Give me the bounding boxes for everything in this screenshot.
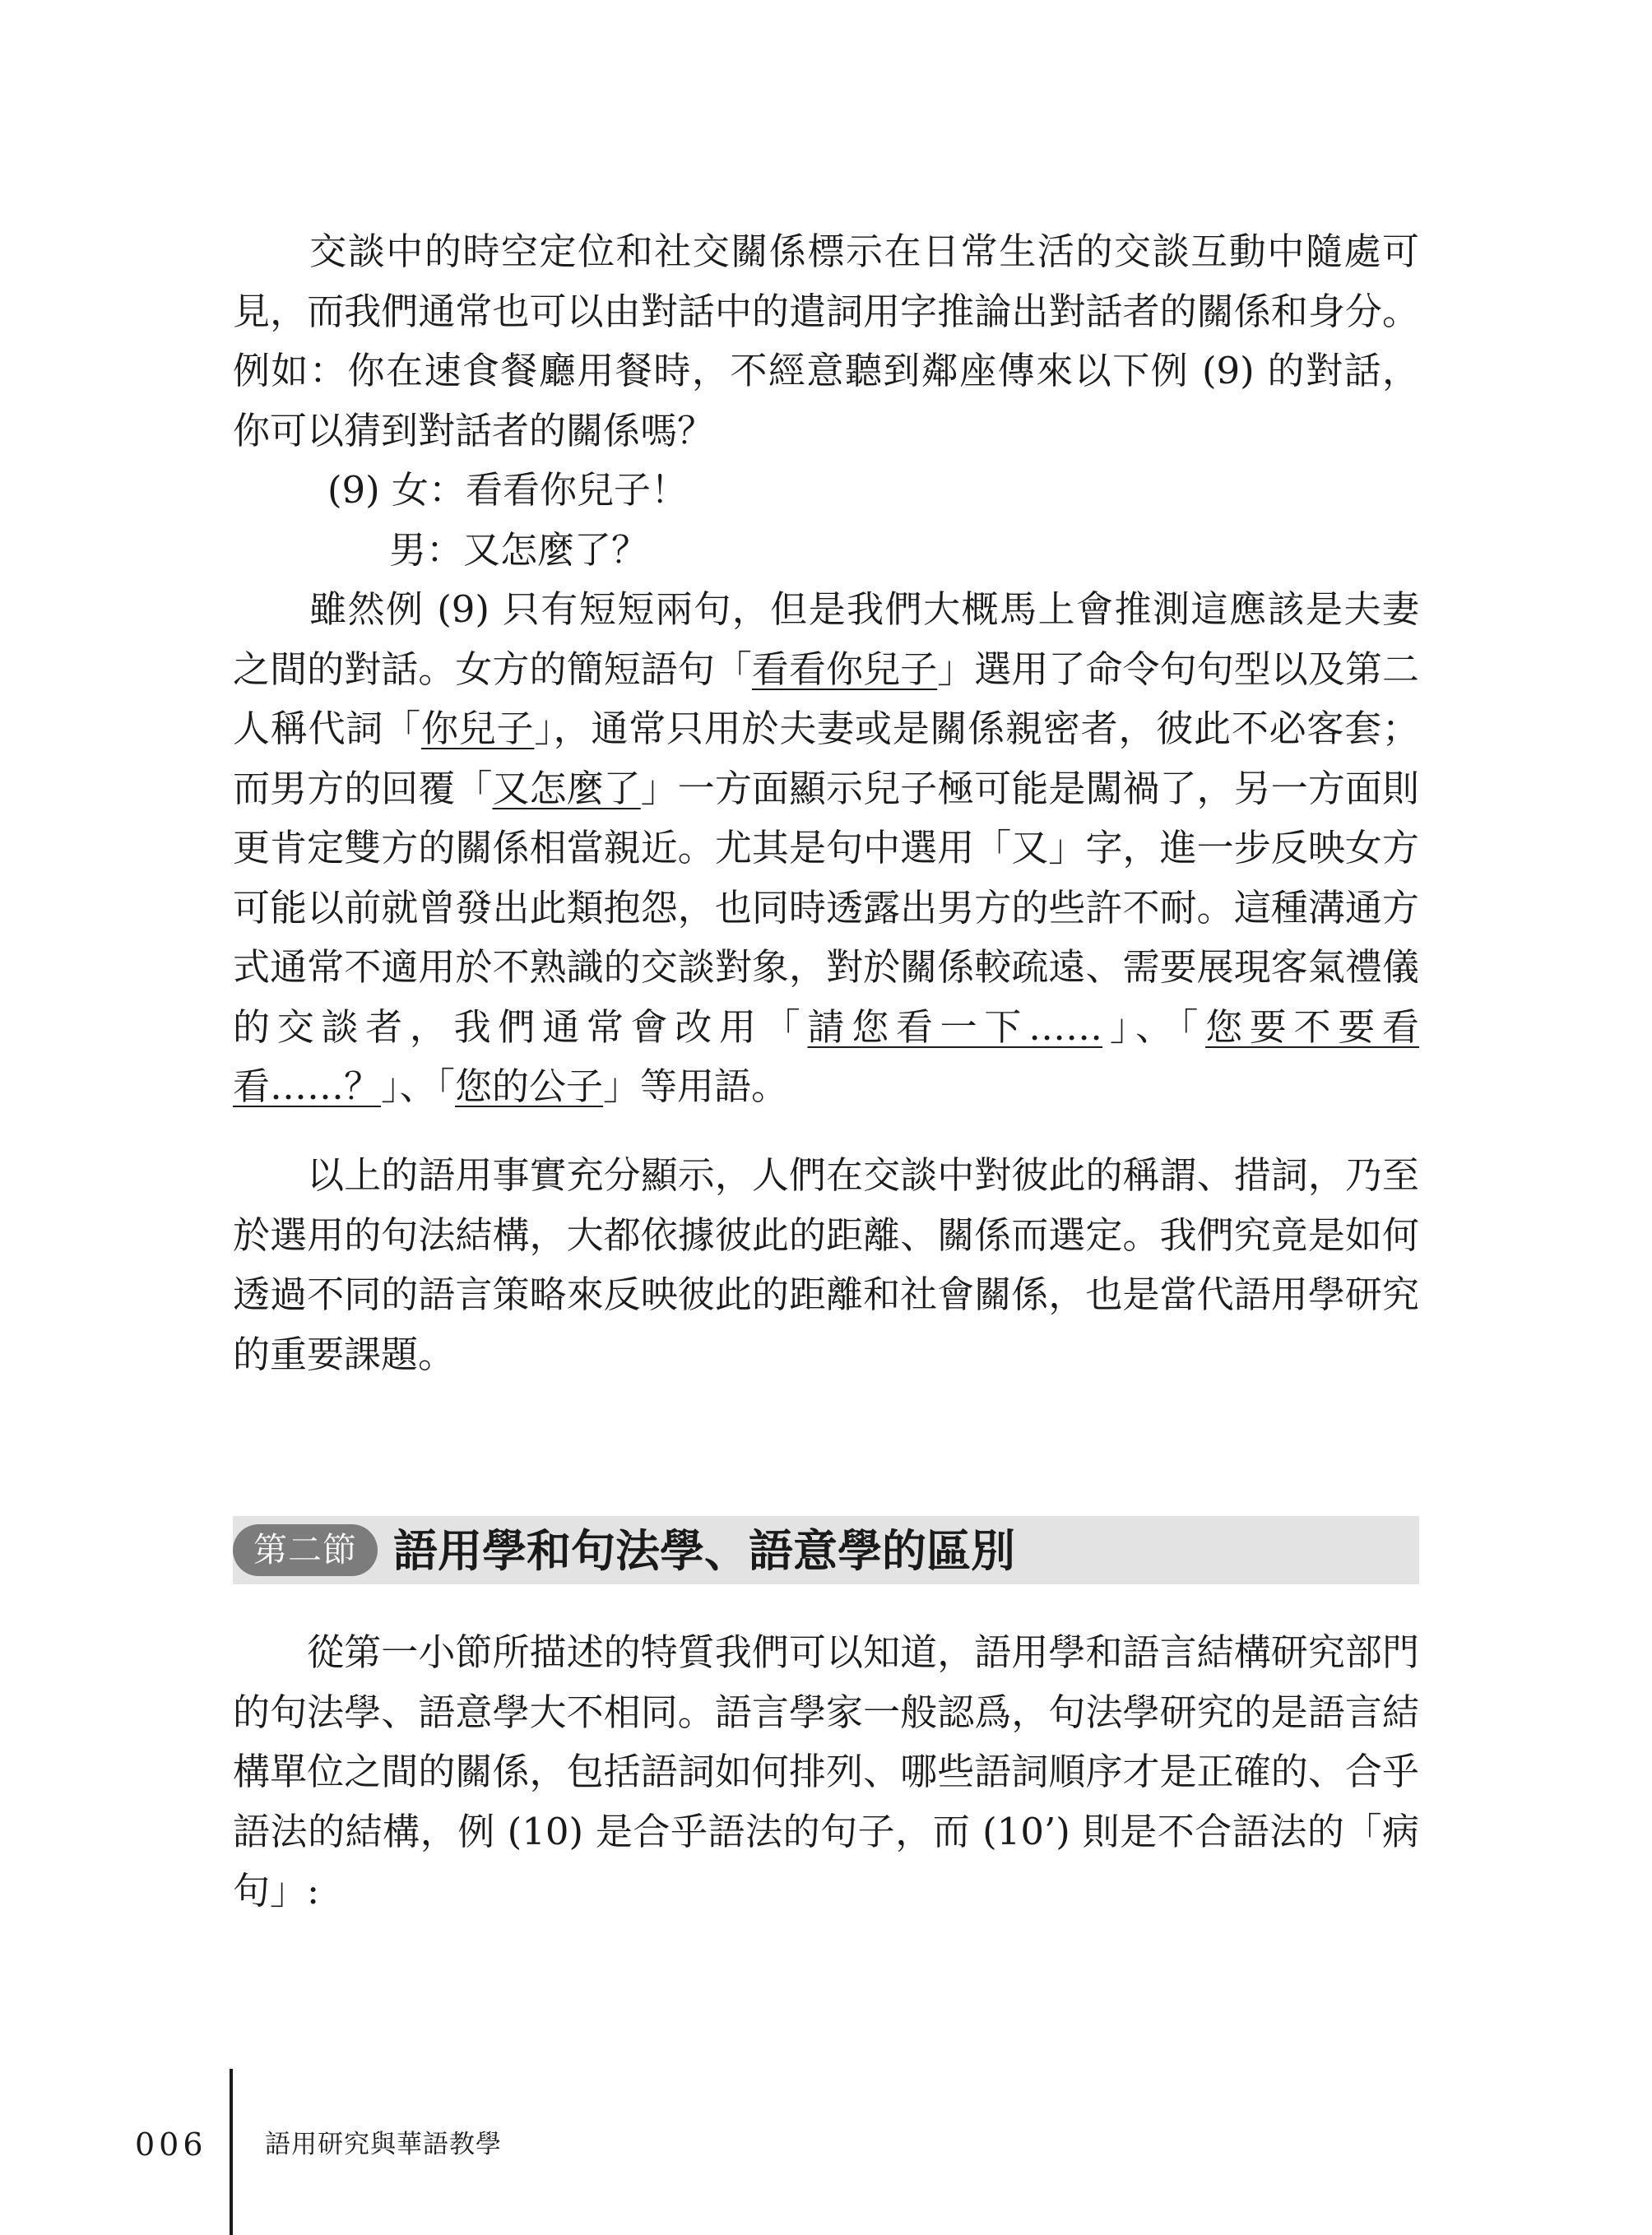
paragraph-intro: 交談中的時空定位和社交關係標示在日常生活的交談互動中隨處可見，而我們通常也可以由對話中的遣詞用字推論出對話者的關係和身分。例如：你在速食餐廳用餐時，不經意聽到鄰座傳來以下例 (9) 的對話，你可以猜到對話者的關係嗎？ xyxy=(233,230,1419,452)
example-9-line-male: 男：又怎麼了？ xyxy=(389,528,649,572)
underlined-phrase: 您的公子 xyxy=(455,1064,604,1108)
underlined-phrase: 你兒子 xyxy=(420,707,535,750)
underlined-phrase: 您要不要看看……？ xyxy=(233,1004,1419,1108)
section-title: 語用學和句法學、語意學的區別 xyxy=(393,1524,1015,1577)
footer-divider xyxy=(230,2069,233,2235)
paragraph-section-two: 從第一小節所描述的特質我們可以知道，語用學和語言結構研究部門的句法學、語意學大不相同。語言學家一般認爲，句法學研究的是語言結構單位之間的關係，包括語詞如何排列、哪些語詞順序才是正確的、合乎語法的結構，例 (10) 是合乎語法的句子，而 (10’) 則是不合語法的「病句」: xyxy=(233,1630,1419,1913)
paragraph-summary: 以上的語用事實充分顯示，人們在交談中對彼此的稱謂、措詞，乃至於選用的句法結構，大都依據彼此的距離、關係而選定。我們究竟是如何透過不同的語言策略來反映彼此的距離和社會關係，也是當代語用學研究的重要課題。 xyxy=(233,1153,1419,1376)
underlined-phrase: 看看你兒子 xyxy=(751,647,938,691)
underlined-phrase: 又怎麼了 xyxy=(492,766,641,810)
running-footer-book-title: 語用研究與華語教學 xyxy=(265,2130,502,2159)
page-number: 006 xyxy=(135,2126,207,2163)
underlined-phrase: 請您看一下…… xyxy=(807,1004,1103,1049)
section-number-badge: 第二節 xyxy=(233,1524,378,1576)
paragraph-analysis: 雖然例 (9) 只有短短兩句，但是我們大概馬上會推測這應該是夫妻之間的對話。女方的簡短語句「看看你兒子」選用了命令句句型以及第二人稱代詞「你兒子」，通常只用於夫妻或是關係親密者，彼此不必客套；而男方的回覆「又怎麼了」一方面顯示兒子極可能是闖禍了，另一方面則更肯定雙方的關係相當親近。尤其是句中選用「又」字，進一步反映女方可能以前就曾發出此類抱怨，也同時透露出男方的些許不耐。這種溝通方式通常不適用於不熟識的交談對象，對於關係較疏遠、需要展現客氣禮儀的交談者，我們通常會改用「請您看一下……」、「您要不要看看……？」、「您的公子」等用語。 xyxy=(233,587,1419,1108)
example-9-line-female: (9) 女：看看你兒子！ xyxy=(327,468,689,512)
